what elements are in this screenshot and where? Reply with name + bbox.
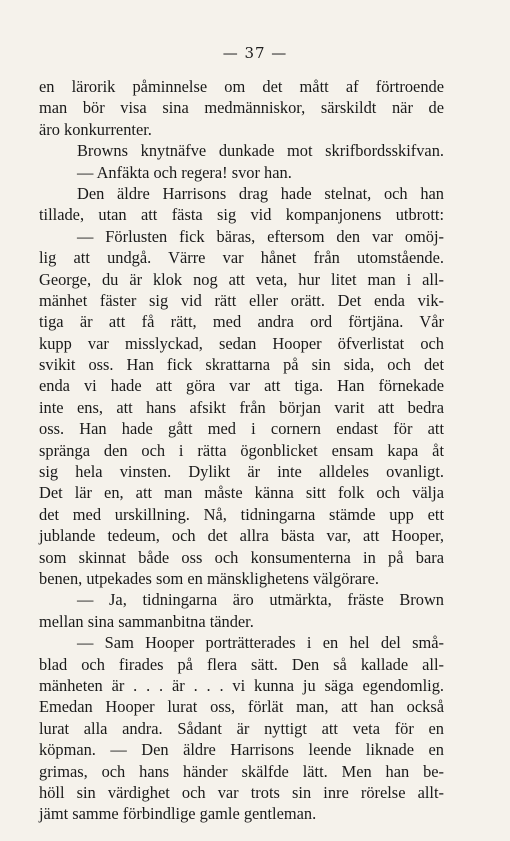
text-line: mellan sina sammanbitna tänder.	[39, 611, 254, 631]
text-line: sig hela vinsten. Dylikt är inte alldeles ovanligt.	[39, 462, 444, 482]
text-line: äro konkurrenter.	[39, 119, 152, 139]
page-number: — 37 —	[222, 44, 288, 62]
text-line: svikit oss. Han fick skrattarna på sin sida, och det	[39, 355, 444, 375]
text-line: Det lär en, att man måste känna sitt folk och välja	[39, 483, 444, 503]
text-line: blad och firades på flera sätt. Den så kallade all-	[39, 654, 444, 674]
text-line: — Ja, tidningarna äro utmärkta, fräste Brown	[77, 590, 444, 610]
text-line: en lärorik påminnelse om det mått af förtroende	[39, 77, 444, 96]
text-line: tillade, utan att fästa sig vid kompanjonens utbrott:	[39, 205, 444, 225]
text-line: köpman. — Den äldre Harrisons leende liknade en	[39, 740, 444, 760]
text-line: oss. Han hade gått med i cornern endast för att	[39, 419, 444, 439]
text-line: Emedan Hooper lurat oss, förlät man, att han också	[39, 697, 444, 717]
text-line: mänhet fäster sig vid rätt eller orätt. Det enda vik-	[39, 290, 444, 310]
text-line: höll sin värdighet och var trots sin inre rörelse allt-	[39, 782, 444, 802]
text-line: Browns knytnäfve dunkade mot skrifbordsskifvan.	[77, 141, 444, 161]
text-line: som skinnat både oss och konsumenterna in på bara	[39, 547, 444, 567]
text-line: — Anfäkta och regera! svor han.	[77, 162, 292, 182]
text-line: Den äldre Harrisons drag hade stelnat, och han	[77, 183, 444, 203]
body-text	[39, 76, 444, 825]
text-line: kupp var misslyckad, sedan Hooper öfverlistat och	[39, 333, 444, 353]
text-line: jublande tedeum, och det allra bästa var, att Hooper,	[39, 526, 444, 546]
text-line: George, du är klok nog att veta, hur litet man i all-	[39, 269, 444, 289]
text-line: man bör visa sina medmänniskor, särskildt när de	[39, 98, 444, 118]
text-line: — Sam Hooper porträtterades i en hel del små-	[77, 633, 444, 653]
text-line: jämt samme förbindlige gamle gentleman.	[39, 804, 317, 824]
text-line: grimas, och hans händer skälfde lätt. Men han be-	[39, 761, 444, 781]
text-line: det med urskillning. Nå, tidningarna stämde upp ett	[39, 504, 444, 524]
text-line: mänheten är . . . är . . . vi kunna ju säga egendomlig.	[39, 675, 444, 695]
text-line: tiga är att få rätt, med andra ord förtjäna. Vår	[39, 312, 444, 332]
text-line: inte ens, att hans afsikt från början varit att bedra	[39, 397, 444, 417]
text-line: benen, utpekades som en mänsklighetens välgörare.	[39, 568, 380, 588]
text-line: — Förlusten fick bäras, eftersom den var omöj-	[77, 226, 444, 246]
text-line: lurat alla andra. Sådant är nyttigt att veta för en	[39, 718, 444, 738]
text-line: spränga den och i rätta ögonblicket ensam kapa åt	[39, 440, 444, 460]
text-line: enda vi hade att göra var att tiga. Han förnekade	[39, 376, 444, 396]
text-line: lig att undgå. Värre var hånet från utomstående.	[39, 248, 444, 268]
